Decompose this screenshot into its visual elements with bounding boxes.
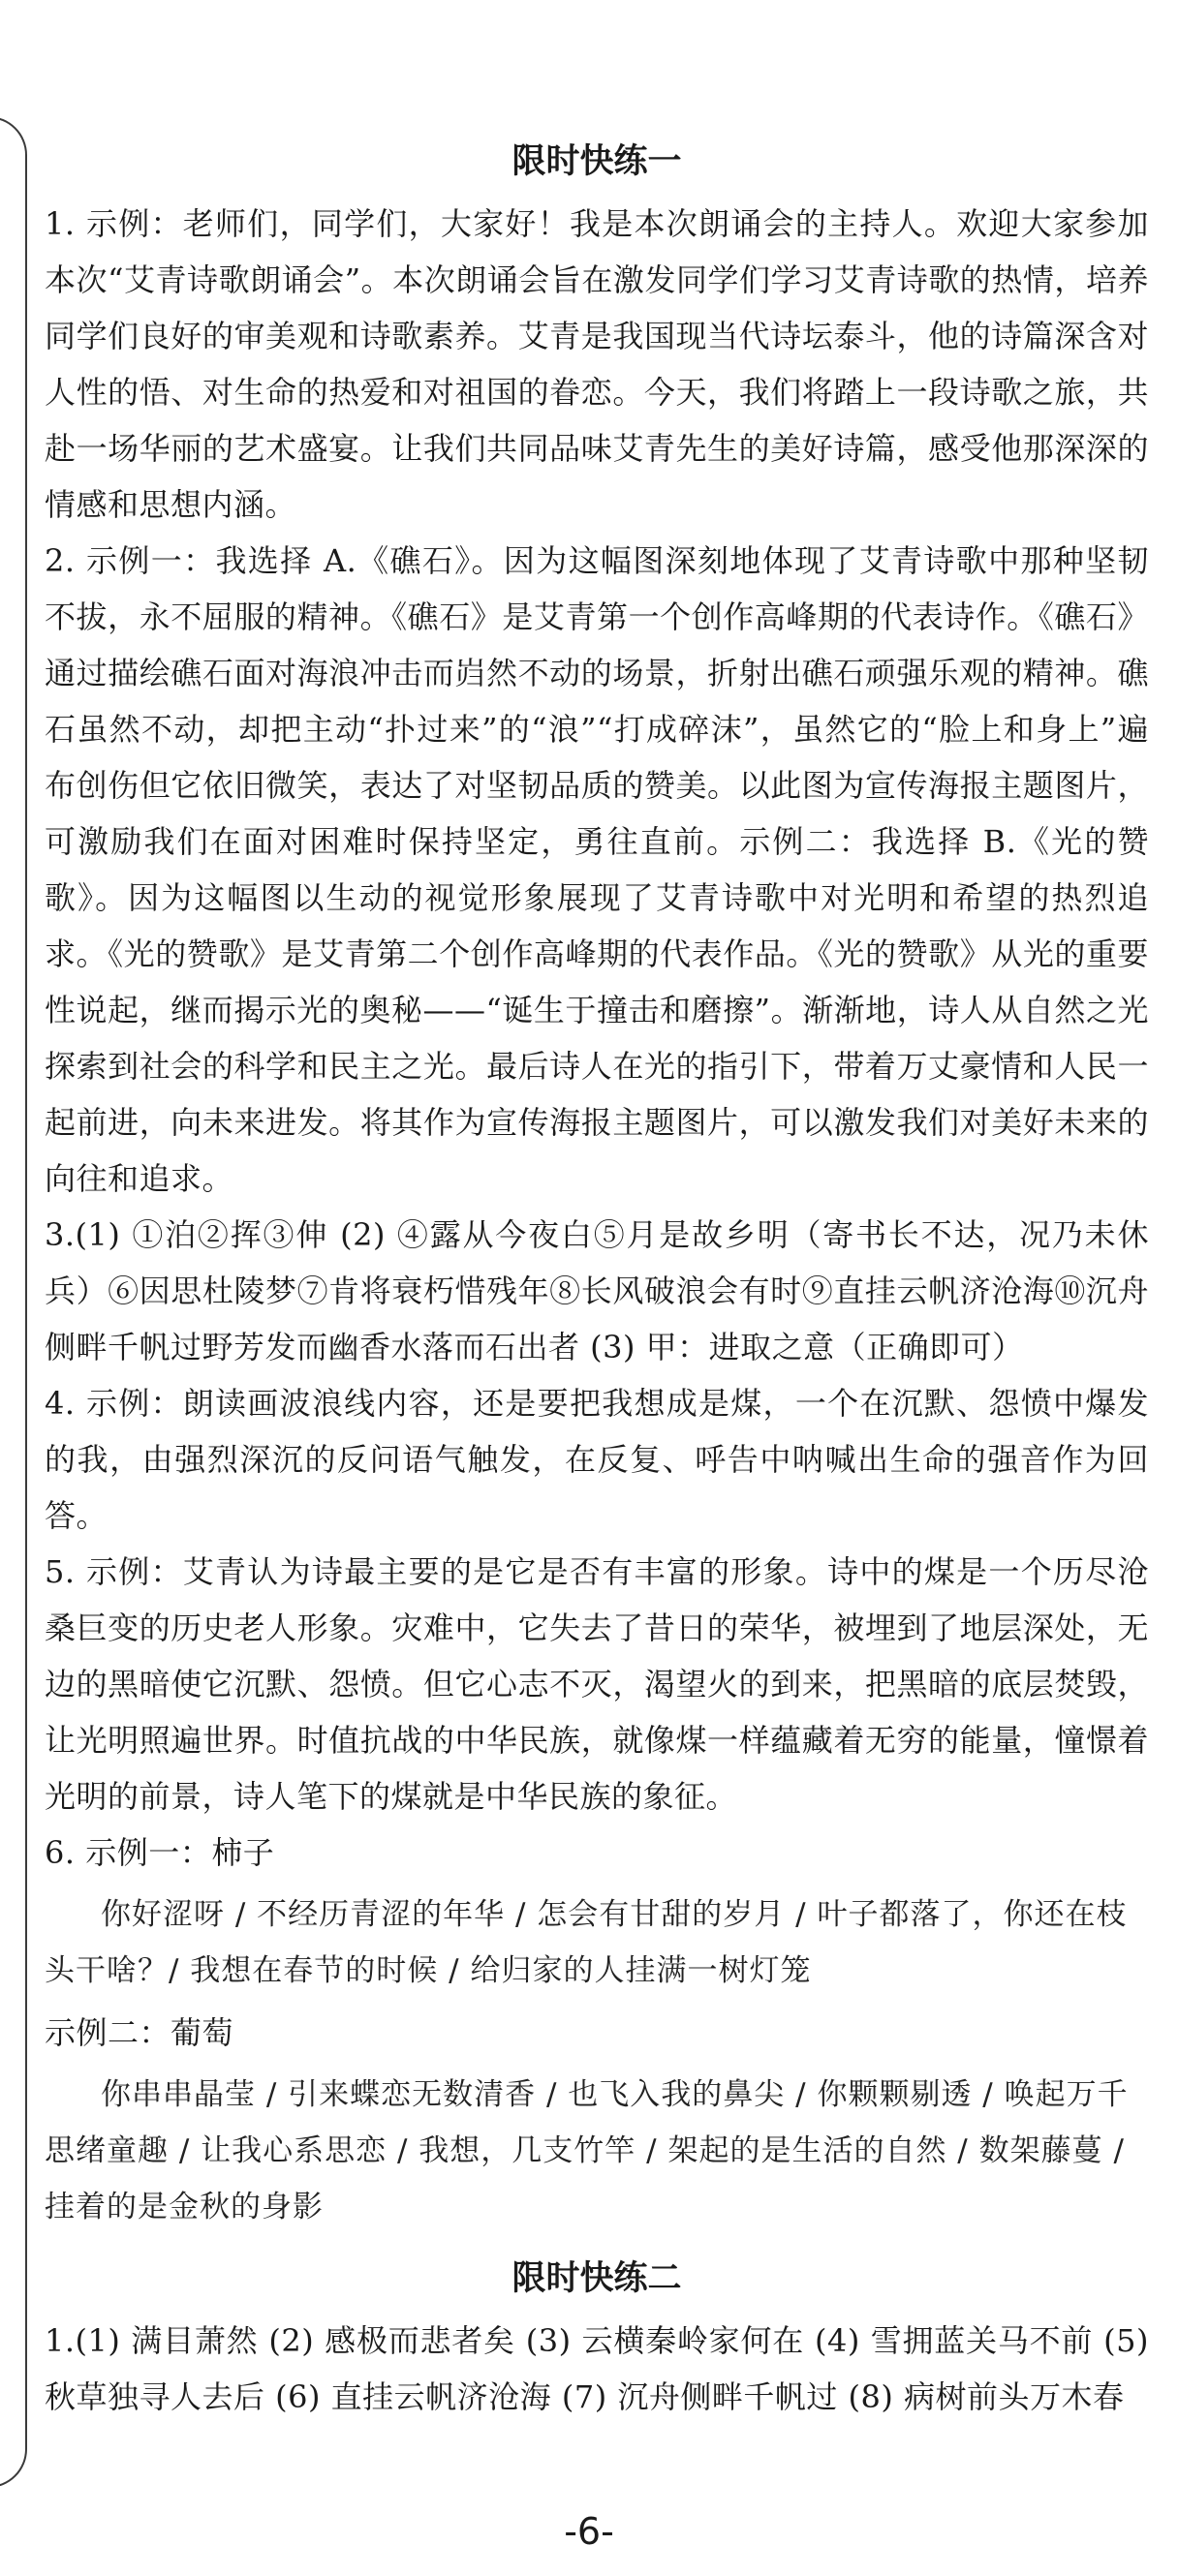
answer-content [45,134,1149,2425]
answer-q1: 1. 示例：老师们，同学们，大家好！我是本次朗诵会的主持人。欢迎大家参加本次“艾青诗歌朗诵会”。本次朗诵会旨在激发同学们学习艾青诗歌的热情，培养同学们良好的审美观和诗歌素养。艾青是我国现当代诗坛泰斗，他的诗篇深含对人性的悟、对生命的热爱和对祖国的眷恋。今天，我们将踏上一段诗歌之旅，共赴一场华丽的艺术盛宴。让我们共同品味艾青先生的美好诗篇，感受他那深深的情感和思想内涵。 [45,205,1149,523]
answer-q6-label-1: 6. 示例一：柿子 [45,1834,275,1871]
answer-q6-poem-2: 你串串晶莹 / 引来蝶恋无数清香 / 也飞入我的鼻尖 / 你颗颗剔透 / 唤起万千思绪童趣 / 让我心系思恋 / 我想，几支竹竿 / 架起的是生活的自然 / 数架藤蔓 / 挂着的是金秋的身影 [45,2077,1129,2224]
answer-q3: 3.(1) ①泊②挥③伸 (2) ④露从今夜白⑤月是故乡明（寄书长不达，况乃未休兵）⑥因思杜陵梦⑦肯将衰朽惜残年⑧长风破浪会有时⑨直挂云帆济沧海⑩沉舟侧畔千帆过野芳发而幽香水落而石出者 (3) 甲：进取之意（正确即可） [45,1216,1149,1365]
section-title-2: 限时快练二 [512,2259,682,2298]
answer-s2-q1: 1.(1) 满目萧然 (2) 感极而悲者矣 (3) 云横秦岭家何在 (4) 雪拥蓝关马不前 (5) 秋草独寻人去后 (6) 直挂云帆济沧海 (7) 沉舟侧畔千帆过 (8) 病树前头万木春 [45,2322,1149,2415]
answer-q6-label-2: 示例二：葡萄 [45,2014,234,2051]
answer-q4: 4. 示例：朗读画波浪线内容，还是要把我想成是煤，一个在沉默、怨愤中爆发的我，由强烈深沉的反问语气触发，在反复、呼告中呐喊出生命的强音作为回答。 [45,1385,1149,1534]
answer-q5: 5. 示例：艾青认为诗最主要的是它是否有丰富的形象。诗中的煤是一个历尽沧桑巨变的历史老人形象。灾难中，它失去了昔日的荣华，被埋到了地层深处，无边的黑暗使它沉默、怨愤。但它心志不灭，渴望火的到来，把黑暗的底层焚毁，让光明照遍世界。时值抗战的中华民族，就像煤一样蕴藏着无穷的能量，憧憬着光明的前景，诗人笔下的煤就是中华民族的象征。 [45,1553,1149,1815]
answer-q6-poem-1: 你好涩呀 / 不经历青涩的年华 / 怎会有甘甜的岁月 / 叶子都落了，你还在枝头干啥？/ 我想在春节的时候 / 给归家的人挂满一树灯笼 [45,1897,1128,1988]
section-title-1: 限时快练一 [512,142,682,181]
answer-q2: 2. 示例一：我选择 A.《礁石》。因为这幅图深刻地体现了艾青诗歌中那种坚韧不拔，永不屈服的精神。《礁石》是艾青第一个创作高峰期的代表诗作。《礁石》通过描绘礁石面对海浪冲击而岿然不动的场景，折射出礁石顽强乐观的精神。礁石虽然不动，却把主动“扑过来”的“浪”“打成碎沫”，虽然它的“脸上和身上”遍布创伤但它依旧微笑，表达了对坚韧品质的赞美。以此图为宣传海报主题图片，可激励我们在面对困难时保持坚定，勇往直前。示例二：我选择 B.《光的赞歌》。因为这幅图以生动的视觉形象展现了艾青诗歌中对光明和希望的热烈追求。《光的赞歌》是艾青第二个创作高峰期的代表作品。《光的赞歌》从光的重要性说起，继而揭示光的奥秘——“诞生于撞击和磨擦”。渐渐地，诗人从自然之光探索到社会的科学和民主之光。最后诗人在光的指引下，带着万丈豪情和人民一起前进，向未来进发。将其作为宣传海报主题图片，可以激发我们对美好未来的向往和追求。 [45,542,1149,1197]
binding-margin-line [0,116,27,2488]
page-number: -6- [564,2510,614,2553]
